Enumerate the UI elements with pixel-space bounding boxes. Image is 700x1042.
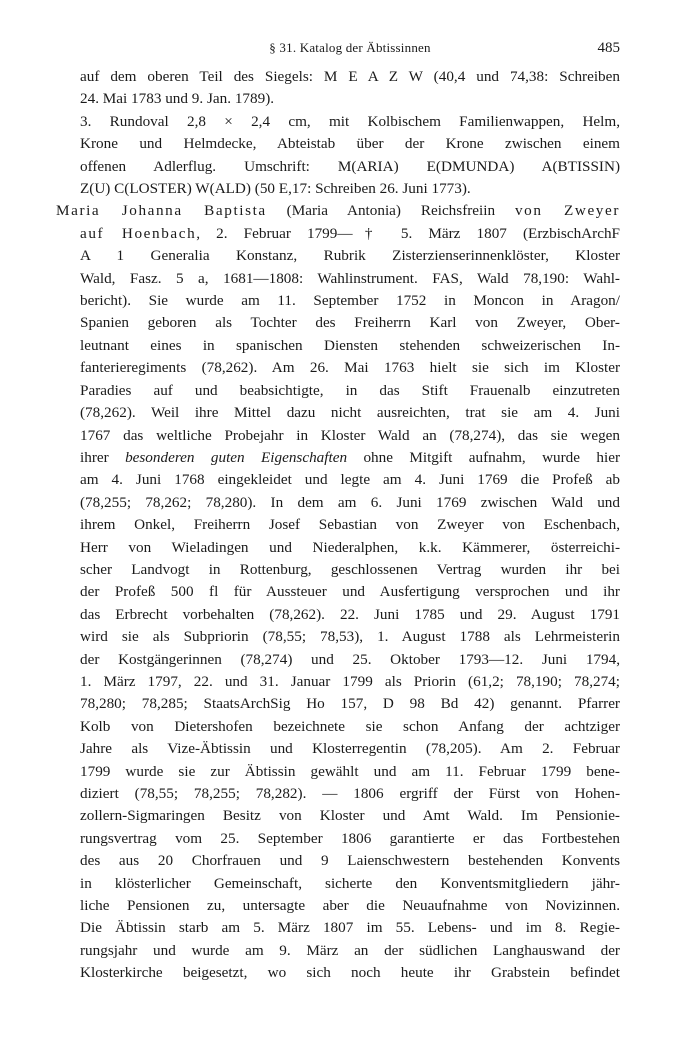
text-line [80, 223, 620, 245]
text-segment: ohne Mitgift aufnahm, wurde hier [347, 448, 621, 466]
text-line: ihrem Onkel, Freiherrn Josef Sebastian von Zweyer von Eschenbach, [80, 516, 620, 534]
text-line: diziert (78,55; 78,255; 78,282). — 1806 ergriff der Fürst von Hohen- [80, 785, 620, 802]
text-line: bericht). Sie wurde am 11. September 1752 in Moncon in Aragon/ [80, 292, 620, 310]
text-line: der Kostgängerinnen (78,274) und 25. Oktober 1793—12. Juni 1794, [80, 650, 620, 668]
text-segment: ihrer [80, 448, 126, 466]
text-line: offenen Adlerflug. Umschrift: M(ARIA) E(DMUNDA) A(BTISSIN) [80, 157, 620, 175]
text-line: des aus 20 Chorfrauen und 9 Laienschwestern bestehenden Konvents [80, 852, 620, 870]
text-line: 1767 das weltliche Probejahr in Kloster Wald an (78,274), das sie wegen [80, 426, 620, 444]
entry-heading-line [56, 200, 620, 222]
abbess-surname: von Zweyer [514, 202, 620, 220]
text-line: Krone und Helmdecke, Abteistab über der Krone zwischen einem [80, 135, 620, 153]
text-line: zollern-Sigmaringen Besitz von Kloster und Amt Wald. Im Pensionie- [80, 807, 620, 825]
text-line: (78,255; 78,262; 78,280). In dem am 6. Juni 1769 zwischen Wald und [80, 493, 620, 511]
text-line: Klosterkirche beigesetzt, wo sich noch heute ihr Grabstein befindet [80, 964, 620, 982]
body-text [56, 66, 621, 985]
text-line: scher Landvogt in Rottenburg, geschlossenen Vertrag wurden ihr bei [80, 560, 620, 578]
text-line: Herr von Wieladingen und Niederalphen, k.k. Kämmerer, österreichi- [80, 538, 620, 556]
page-header [80, 40, 620, 62]
text-line [80, 447, 620, 469]
text-line: der Profeß 500 fl für Aussteuer und Ausfertigung versprochen und ihr [80, 583, 620, 601]
text-line: 24. Mai 1783 und 9. Jan. 1789). [80, 90, 275, 108]
text-line: A 1 Generalia Konstanz, Rubrik Zisterzienserinnenklöster, Kloster [80, 247, 620, 265]
text-line: 78,280; 78,285; StaatsArchSig Ho 157, D 98 Bd 42) genannt. Pfarrer [80, 695, 620, 713]
text-line: Wald, Fasz. 5 a, 1681—1808: Wahlinstrument. FAS, Wald 78,190: Wahl- [80, 269, 620, 287]
text-line: leutnant eines in spanischen Diensten stehenden schweizerischen In- [80, 336, 620, 354]
text-line: rungsjahr und wurde am 9. März an der südlichen Langhauswand der [80, 941, 620, 959]
italic-quote: besonderen guten Eigenschaften [125, 448, 348, 466]
page-number: 485 [597, 40, 620, 56]
text-line: am 4. Juni 1768 eingekleidet und legte am 4. Juni 1769 die Profeß ab [80, 471, 620, 489]
text-line: wird sie als Subpriorin (78,55; 78,53), 1. August 1788 als Lehrmeisterin [80, 628, 620, 646]
text-line: Spanien geboren als Tochter des Freiherrn Karl von Zweyer, Ober- [80, 314, 620, 332]
text-line: 1. März 1797, 22. und 31. Januar 1799 als Priorin (61,2; 78,190; 78,274; [80, 672, 620, 690]
text-line: das Erbrecht vorbehalten (78,262). 22. Juni 1785 und 29. August 1791 [80, 605, 620, 623]
text-line: fanterieregiments (78,262). Am 26. Mai 1763 hielt sie sich im Kloster [80, 359, 620, 377]
text-line: Paradies auf und beabsichtigte, in das Stift Frauenalb einzutreten [80, 381, 620, 399]
abbess-name-detail: (Maria Antonia) Reichsfreiin [266, 202, 515, 220]
text-line: rungsvertrag vom 25. September 1806 garantierte er das Fortbestehen [80, 829, 620, 847]
text-line: in klösterlicher Gemeinschaft, sicherte den Konventsmitgliedern jähr- [80, 874, 620, 892]
abbess-place: auf Hoenbach [80, 224, 197, 242]
running-head: § 31. Katalog der Äbtissinnen [269, 40, 431, 55]
abbess-name: Maria Johanna Baptista [56, 202, 267, 220]
text-line: 3. Rundoval 2,8 × 2,4 cm, mit Kolbischem Familienwappen, Helm, [80, 112, 620, 130]
text-line: Jahre als Vize-Äbtissin und Klosterregentin (78,205). Am 2. Februar [80, 740, 620, 758]
text-line: Die Äbtissin starb am 5. März 1807 im 55. Lebens- und im 8. Regie- [80, 919, 620, 937]
text-line: 1799 wurde sie zur Äbtissin gewählt und am 11. Februar 1799 bene- [80, 762, 620, 780]
text-line: liche Pensionen zu, untersagte aber die Neuaufnahme von Novizinnen. [80, 897, 620, 915]
abbess-dates: , 2. Februar 1799—† 5. März 1807 (ErzbischArchF [196, 224, 620, 242]
text-line: Z(U) C(LOSTER) W(ALD) (50 E,17: Schreiben 26. Juni 1773). [80, 180, 471, 198]
text-line: (78,262). Weil ihre Mittel dazu nicht ausreichten, trat sie am 4. Juni [80, 404, 620, 422]
text-line: Kolb von Dietershofen bezeichnete sie schon Anfang der achtziger [80, 717, 620, 735]
text-line: auf dem oberen Teil des Siegels: M E A Z W (40,4 und 74,38: Schreiben [80, 68, 620, 85]
